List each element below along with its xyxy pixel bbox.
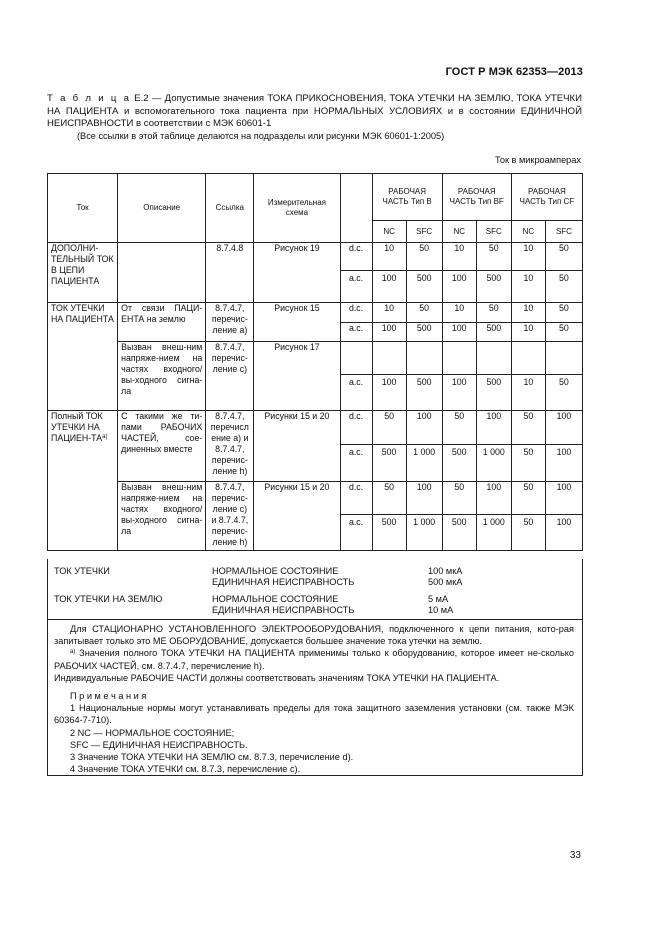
- table-row: [48, 342, 583, 375]
- current-kind-cell: d.c.: [340, 243, 372, 271]
- page-number: 33: [569, 850, 581, 861]
- value-cell: 50: [545, 243, 582, 271]
- value-cell: 500: [442, 444, 476, 481]
- ref-cell: 8.7.4.8: [206, 243, 254, 303]
- current-kind-cell: a.c.: [340, 444, 372, 481]
- value-cell: 1 000: [476, 444, 511, 481]
- value-cell: 50: [511, 482, 545, 515]
- note-3: 3 Значение ТОКА УТЕЧКИ НА ЗЕМЛЮ см. 8.7.3, перечисление d).: [70, 752, 354, 763]
- value-cell: 10: [511, 271, 545, 303]
- tok-cell: ДОПОЛНИ-ТЕЛЬНЫЙ ТОК В ЦЕПИ ПАЦИЕНТА: [48, 243, 118, 303]
- single-fault-label: ЕДИНИЧНАЯ НЕИСПРАВНОСТЬ: [212, 577, 355, 587]
- value-cell: 500: [442, 514, 476, 550]
- leak-normal-value: 100 мкА: [428, 566, 463, 576]
- value-cell: 100: [545, 514, 582, 550]
- table-row: [48, 243, 583, 271]
- table-row: [48, 411, 583, 445]
- limits-table: [47, 173, 583, 551]
- value-cell: 500: [406, 271, 442, 303]
- value-cell: 10: [511, 374, 545, 410]
- header-tok: Ток: [48, 174, 118, 243]
- caption-text: Е.2 — Допустимые значения ТОКА ПРИКОСНОВЕНИЯ, ТОКА УТЕЧКИ НА ЗЕМЛЮ, ТОКА УТЕЧКИ НА ПАЦИЕНТА и вспомогательного тока пациента при НОРМАЛЬНЫХ УСЛОВИЯХ и в состоянии ЕДИНИЧНОЙ НЕИСПРАВНОСТИ в соответствии с МЭК 60601-1: [47, 93, 582, 130]
- value-cell: 1 000: [476, 514, 511, 550]
- table-row: [48, 482, 583, 515]
- value-cell: 10: [511, 303, 545, 323]
- value-cell: 50: [406, 243, 442, 271]
- value-cell: 50: [545, 271, 582, 303]
- value-cell: 500: [406, 322, 442, 342]
- value-cell: [545, 342, 582, 375]
- meas-cell: Рисунок 17: [254, 342, 340, 411]
- value-cell: 50: [476, 243, 511, 271]
- stationary-note: Для СТАЦИОНАРНО УСТАНОВЛЕННОГО ЭЛЕКТРООБОРУДОВАНИЯ, подключенного к цепи питания, кото-рая запитывает только это МЕ ОБОРУДОВАНИЕ, допускается большее значение тока утечки на землю.: [54, 624, 574, 647]
- notes-block: [54, 623, 574, 775]
- desc-cell: С такими же ти-пами РАБОЧИХ ЧАСТЕЙ, сое-диненных вместе: [118, 411, 206, 482]
- value-cell: 50: [372, 482, 406, 515]
- normal-state-label: НОРМАЛЬНОЕ СОСТОЯНИЕ: [212, 566, 339, 576]
- desc-cell: Вызван внеш-ним напряже-нием на частях входного/вы-ходного сигна-ла: [118, 482, 206, 551]
- desc-cell: От связи ПАЦИ-ЕНТА на землю: [118, 303, 206, 342]
- ref-cell: 8.7.4.7, перечис-ление а): [206, 303, 254, 342]
- value-cell: 100: [442, 271, 476, 303]
- value-cell: [511, 342, 545, 375]
- note-4: 4 Значение ТОКА УТЕЧКИ см. 8.7.3, перечисление с).: [70, 764, 301, 775]
- individual-note: Индивидуальные РАБОЧИЕ ЧАСТИ должны соответствовать значениям ТОКА УТЕЧКИ НА ПАЦИЕНТА.: [54, 672, 500, 683]
- header-description: Описание: [118, 174, 206, 243]
- value-cell: 500: [476, 271, 511, 303]
- desc-cell: Вызван внеш-ним напряже-нием на частях входного/вы-ходного сигна-ла: [118, 342, 206, 411]
- value-cell: 100: [372, 271, 406, 303]
- value-cell: 50: [476, 303, 511, 323]
- meas-cell: Рисунки 15 и 20: [254, 411, 340, 482]
- tok-text: Полный ТОК УТЕЧКИ НА ПАЦИЕН-ТА: [51, 411, 103, 443]
- notes-title: П р и м е ч а н и я: [70, 691, 147, 702]
- value-cell: 100: [545, 444, 582, 481]
- value-cell: 50: [545, 303, 582, 323]
- note-2b: SFC — ЕДИНИЧНАЯ НЕИСПРАВНОСТЬ.: [70, 739, 248, 750]
- value-cell: [406, 342, 442, 375]
- value-cell: 10: [442, 303, 476, 323]
- header-nc: NC: [442, 221, 476, 243]
- standard-header: ГОСТ Р МЭК 62353—2013: [445, 66, 583, 78]
- header-part-bf: РАБОЧАЯ ЧАСТЬ Тип BF: [442, 174, 511, 221]
- header-nc: NC: [511, 221, 545, 243]
- header-reference: Ссылка: [206, 174, 254, 243]
- value-cell: 50: [442, 482, 476, 515]
- value-cell: 500: [372, 514, 406, 550]
- value-cell: 100: [442, 322, 476, 342]
- value-cell: 500: [372, 444, 406, 481]
- ref-cell: 8.7.4.7, перечисл ение а) и 8.7.4.7, перечис-ление h): [206, 411, 254, 482]
- value-cell: 1 000: [406, 514, 442, 550]
- value-cell: 10: [511, 243, 545, 271]
- ref-cell: 8.7.4.7, перечис-ление с): [206, 342, 254, 411]
- value-cell: 100: [372, 322, 406, 342]
- current-kind-cell: d.c.: [340, 303, 372, 323]
- note-2a: 2 NC — НОРМАЛЬНОЕ СОСТОЯНИЕ;: [70, 727, 235, 738]
- footnote-a: [54, 647, 574, 671]
- value-cell: [372, 342, 406, 375]
- value-cell: 500: [476, 322, 511, 342]
- current-kind-cell: d.c.: [340, 482, 372, 515]
- meas-cell: Рисунок 15: [254, 303, 340, 342]
- caption-note: (Все ссылки в этой таблице делаются на подразделы или рисунки МЭК 60601-1:2005): [77, 131, 445, 141]
- desc-cell: [118, 243, 206, 303]
- value-cell: 50: [406, 303, 442, 323]
- single-fault-label: ЕДИНИЧНАЯ НЕИСПРАВНОСТЬ: [212, 605, 355, 615]
- leak-label: ТОК УТЕЧКИ: [54, 566, 110, 576]
- value-cell: 100: [372, 374, 406, 410]
- caption-prefix: Т а б л и ц а: [47, 93, 131, 104]
- header-sfc: SFC: [545, 221, 582, 243]
- footnote-mark: а): [70, 649, 76, 656]
- value-cell: [476, 342, 511, 375]
- ref-cell: 8.7.4.7, перечис-ление с) и 8.7.4.7, перечис-ление h): [206, 482, 254, 551]
- header-current-kind: [340, 174, 372, 243]
- table-caption: [47, 93, 582, 131]
- value-cell: 100: [476, 482, 511, 515]
- value-cell: 100: [545, 482, 582, 515]
- header-scheme: Измерительная схема: [254, 174, 340, 243]
- value-cell: 100: [545, 411, 582, 445]
- earth-fault-value: 10 мА: [428, 605, 454, 615]
- value-cell: [442, 342, 476, 375]
- header-sfc: SFC: [406, 221, 442, 243]
- value-cell: 1 000: [406, 444, 442, 481]
- value-cell: 100: [406, 411, 442, 445]
- current-kind-cell: a.c.: [340, 271, 372, 303]
- header-nc: NC: [372, 221, 406, 243]
- earth-label: ТОК УТЕЧКИ НА ЗЕМЛЮ: [54, 594, 163, 604]
- value-cell: 50: [511, 514, 545, 550]
- current-kind-cell: a.c.: [340, 322, 372, 342]
- value-cell: 100: [406, 482, 442, 515]
- leak-fault-value: 500 мкА: [428, 577, 463, 587]
- value-cell: 100: [476, 411, 511, 445]
- value-cell: 100: [442, 374, 476, 410]
- value-cell: 50: [511, 444, 545, 481]
- value-cell: 50: [372, 411, 406, 445]
- divider: [48, 619, 582, 620]
- note-1: 1 Национальные нормы могут устанавливать пределы для тока защитного заземления установки (см. также МЭК 60364-7-710).: [54, 703, 574, 726]
- meas-cell: Рисунок 19: [254, 243, 340, 303]
- current-kind-cell: [340, 342, 372, 375]
- value-cell: 10: [372, 243, 406, 271]
- current-kind-cell: d.c.: [340, 411, 372, 445]
- earth-normal-value: 5 мА: [428, 594, 449, 604]
- value-cell: 500: [476, 374, 511, 410]
- value-cell: 50: [545, 322, 582, 342]
- value-cell: 10: [442, 243, 476, 271]
- value-cell: 10: [511, 322, 545, 342]
- meas-cell: Рисунки 15 и 20: [254, 482, 340, 551]
- value-cell: 10: [372, 303, 406, 323]
- current-kind-cell: a.c.: [340, 374, 372, 410]
- current-kind-cell: a.c.: [340, 514, 372, 550]
- value-cell: 50: [511, 411, 545, 445]
- header-part-cf: РАБОЧАЯ ЧАСТЬ Тип CF: [511, 174, 582, 221]
- header-sfc: SFC: [476, 221, 511, 243]
- value-cell: 50: [442, 411, 476, 445]
- units-label: Ток в микроамперах: [494, 155, 581, 165]
- header-part-b: РАБОЧАЯ ЧАСТЬ Тип B: [372, 174, 442, 221]
- table-row: [48, 303, 583, 323]
- value-cell: 50: [545, 374, 582, 410]
- footnote-text: Значения полного ТОКА УТЕЧКИ НА ПАЦИЕНТА применимы только к оборудованию, которое имеет не-сколько РАБОЧИХ ЧАСТЕЙ, см. 8.7.4.7, перечисление h).: [54, 648, 574, 671]
- normal-state-label: НОРМАЛЬНОЕ СОСТОЯНИЕ: [212, 594, 339, 604]
- footnote-mark: а): [102, 434, 108, 440]
- table-footer-section: [47, 559, 583, 776]
- value-cell: 500: [406, 374, 442, 410]
- tok-cell: [48, 411, 118, 551]
- tok-cell: ТОК УТЕЧКИ НА ПАЦИЕНТА: [48, 303, 118, 411]
